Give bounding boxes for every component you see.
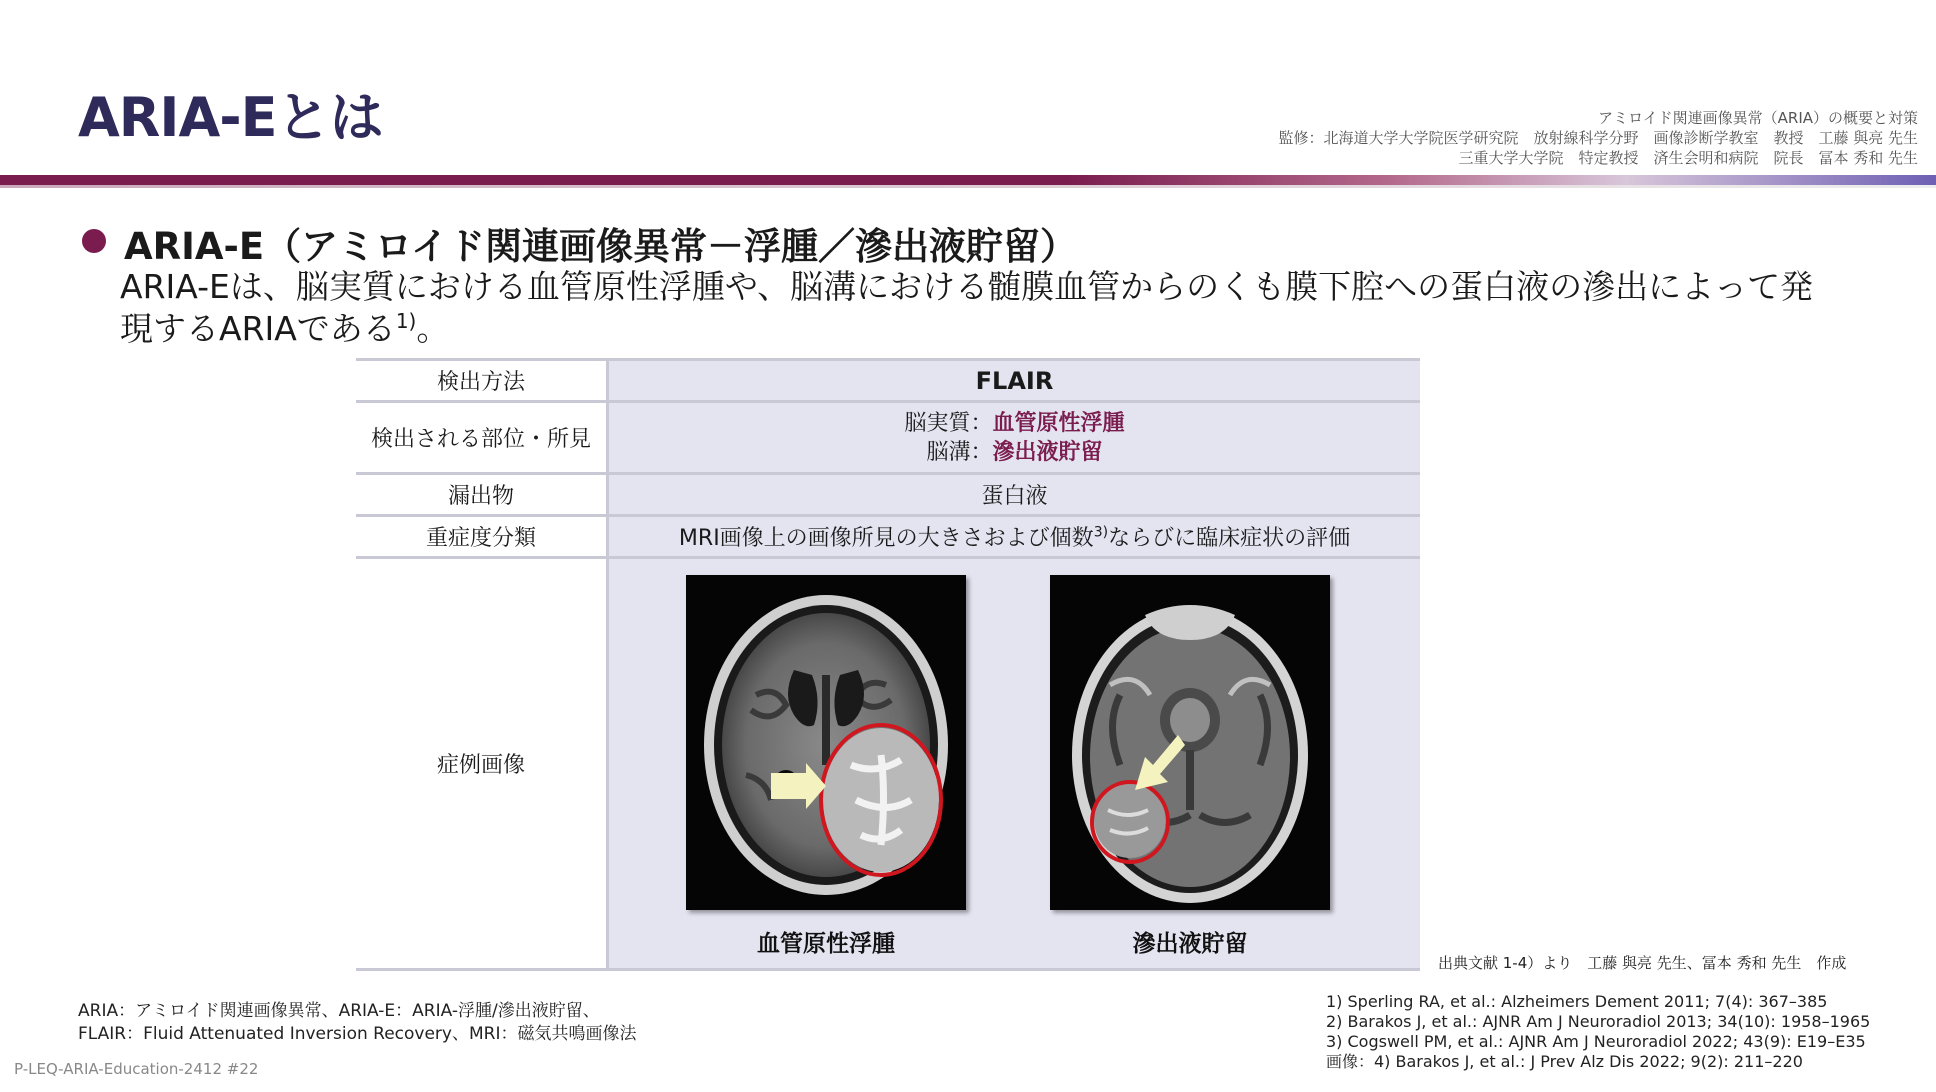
abbreviation-line: FLAIR：Fluid Attenuated Inversion Recovery、MRI：磁気共鳴画像法 <box>78 1024 637 1044</box>
page-title: ARIA-Eとは <box>78 86 383 149</box>
mri-effusion-illustration <box>1050 575 1330 910</box>
header-divider <box>0 175 1936 185</box>
finding-accent: 滲出液貯留 <box>992 439 1103 465</box>
source-note: 出典文献 1-4）より 工藤 與亮 先生、冨本 秀和 先生 作成 <box>1438 954 1847 972</box>
case-images-cell <box>608 558 1421 970</box>
table-row-case-images <box>356 558 1420 970</box>
reference-marker: 3) <box>1093 524 1109 541</box>
credit-line: 三重大学大学院 特定教授 済生会明和病院 院長 冨本 秀和 先生 <box>1458 149 1918 167</box>
section-description <box>120 266 1840 350</box>
row-value-flair: FLAIR <box>608 360 1421 402</box>
abbreviations <box>78 1000 636 1046</box>
severity-text-end: ならびに臨床症状の評価 <box>1108 526 1351 551</box>
table-row-location-findings <box>356 402 1420 474</box>
description-end: 。 <box>416 309 450 348</box>
reference-item: 画像：4) Barakos J, et al.: J Prev Alz Dis 2022; 9(2): 211–220 <box>1326 1052 1803 1071</box>
row-label: 漏出物 <box>356 474 608 516</box>
finding-prefix: 脳実質： <box>904 410 993 436</box>
reference-item: 2) Barakos J, et al.: AJNR Am J Neuroradiol 2013; 34(10): 1958–1965 <box>1326 1012 1871 1031</box>
row-value-severity <box>608 516 1421 558</box>
image-caption: 血管原性浮腫 <box>757 931 895 957</box>
finding-accent: 血管原性浮腫 <box>992 410 1125 436</box>
abbreviation-line: ARIA：アミロイド関連画像異常、ARIA-E：ARIA-浮腫/滲出液貯留、 <box>78 1001 600 1021</box>
table-row-detection-method <box>356 360 1420 402</box>
section-heading: ARIA-E（アミロイド関連画像異常－浮腫／滲出液貯留） <box>124 225 1078 268</box>
supervisor-credits <box>1018 108 1918 168</box>
reference-item: 1) Sperling RA, et al.: Alzheimers Dement 2011; 7(4): 367–385 <box>1326 992 1828 1011</box>
header-divider-shadow <box>0 185 1936 188</box>
row-label: 重症度分類 <box>356 516 608 558</box>
mri-axial-brain-image <box>1050 575 1330 910</box>
document-code: P-LEQ-ARIA-Education-2412 #22 <box>14 1060 259 1078</box>
row-label: 検出方法 <box>356 360 608 402</box>
row-value-findings <box>608 402 1421 474</box>
mri-axial-brain-image <box>686 575 966 910</box>
finding-line-sulci <box>609 438 1420 467</box>
reference-marker: 1) <box>395 309 417 333</box>
mri-edema-illustration <box>686 575 966 910</box>
table-row-severity <box>356 516 1420 558</box>
reference-item: 3) Cogswell PM, et al.: AJNR Am J Neuroradiol 2022; 43(9): E19–E35 <box>1326 1032 1866 1051</box>
severity-text: MRI画像上の画像所見の大きさおよび個数 <box>678 526 1094 551</box>
row-label: 症例画像 <box>356 558 608 970</box>
aria-e-summary-table <box>356 358 1420 971</box>
image-caption: 滲出液貯留 <box>1132 931 1248 957</box>
bullet-dot-icon <box>82 229 106 253</box>
credit-line: アミロイド関連画像異常（ARIA）の概要と対策 <box>1598 109 1918 127</box>
finding-prefix: 脳溝： <box>926 439 993 465</box>
table-row-leakage <box>356 474 1420 516</box>
finding-line-parenchyma <box>609 409 1420 438</box>
credit-line: 監修：北海道大学大学院医学研究院 放射線科学分野 画像診断学教室 教授 工藤 與亮 先生 <box>1278 129 1918 147</box>
references <box>1326 992 1870 1072</box>
description-text: ARIA-Eは、脳実質における血管原性浮腫や、脳溝における髄膜血管からのくも膜下腔への蛋白液の滲出によって発現するARIAである <box>120 267 1814 348</box>
row-value: 蛋白液 <box>608 474 1421 516</box>
row-label: 検出される部位・所見 <box>356 402 608 474</box>
